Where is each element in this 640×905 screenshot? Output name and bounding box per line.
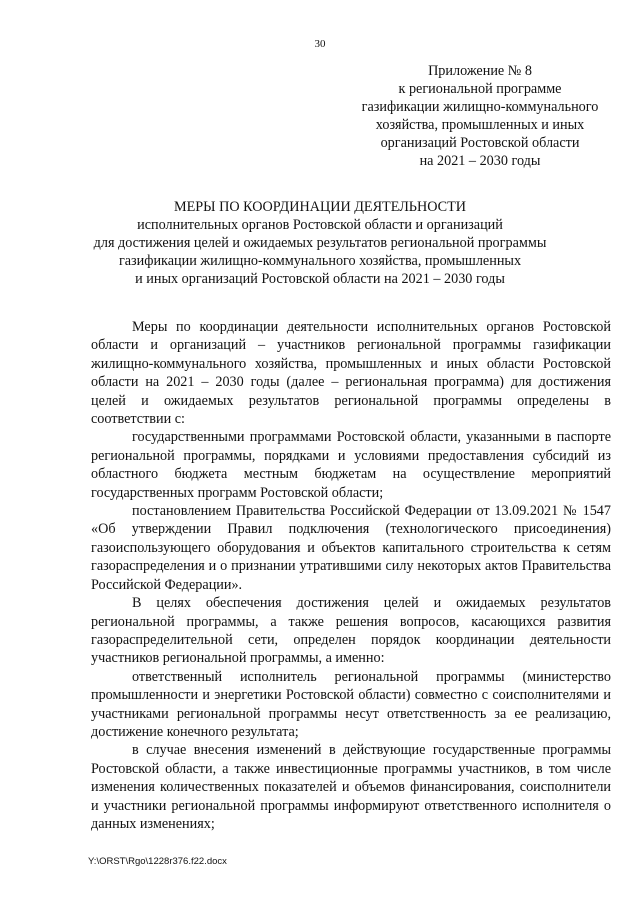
title-line: газификации жилищно-коммунального хозяйства, промышленных <box>118 253 522 269</box>
document-body <box>91 318 611 833</box>
appendix-line: Приложение № 8 <box>428 63 532 79</box>
title-line: и иных организаций Ростовской области на 2021 – 2030 годы <box>135 271 505 287</box>
file-path-footer: Y:\ORST\Rgo\1228r376.f22.docx <box>88 856 227 867</box>
title-line: исполнительных органов Ростовской области и организаций <box>137 217 503 233</box>
title-heading: МЕРЫ ПО КООРДИНАЦИИ ДЕЯТЕЛЬНОСТИ <box>173 199 466 215</box>
body-paragraph: государственными программами Ростовской области, указанными в паспорте региональной программы, порядками и условиями предоставления субсидий из областного бюджета местным бюджетам на осуществление мероприятий государственных программ Ростовской области; <box>91 429 611 501</box>
appendix-line: газификации жилищно-коммунального <box>361 99 599 115</box>
body-paragraph: В целях обеспечения достижения целей и ожидаемых результатов региональной программы, а также решения вопросов, касающихся развития газораспределительной сети, определен порядок координации деятельности участников региональной программы, а именно: <box>91 595 611 667</box>
body-paragraph: в случае внесения изменений в действующие государственные программы Ростовской области, а также инвестиционные программы участников, в том числе изменения количественных показателей и объемов финансирования, соисполнители и участники региональной программы информируют ответственного исполнителя о данных изменениях; <box>91 742 611 832</box>
body-paragraph: постановлением Правительства Российской Федерации от 13.09.2021 № 1547 «Об утверждении Правил подключения (технологического присоединения) газоиспользующего оборудования и объектов капитального строительства к сетям газораспределения и о признании утратившими силу некоторых актов Правительства Российской Федерации». <box>91 503 611 593</box>
body-paragraph: Меры по координации деятельности исполнительных органов Ростовской области и организаций – участников региональной программы газификации жилищно-коммунального хозяйства, промышленных и иных области Ростовской области на 2021 – 2030 годы (далее – региональная программа) для достижения целей и ожидаемых результатов региональной программы определены в соответствии с: <box>91 319 611 428</box>
body-paragraph: ответственный исполнитель региональной программы (министерство промышленности и энергетики Ростовской области) совместно с соисполнителями и участниками региональной программы несут ответственность за ее реализацию, достижение конечного результата; <box>91 668 611 740</box>
appendix-line: к региональной программе <box>398 81 562 97</box>
appendix-line: организаций Ростовской области <box>380 135 580 151</box>
appendix-header <box>330 62 630 170</box>
page-number: 30 <box>314 38 326 50</box>
title-line: для достижения целей и ожидаемых результатов региональной программы <box>93 235 547 251</box>
appendix-line: хозяйства, промышленных и иных <box>375 117 585 133</box>
document-title <box>40 198 600 288</box>
appendix-line: на 2021 – 2030 годы <box>419 153 541 169</box>
